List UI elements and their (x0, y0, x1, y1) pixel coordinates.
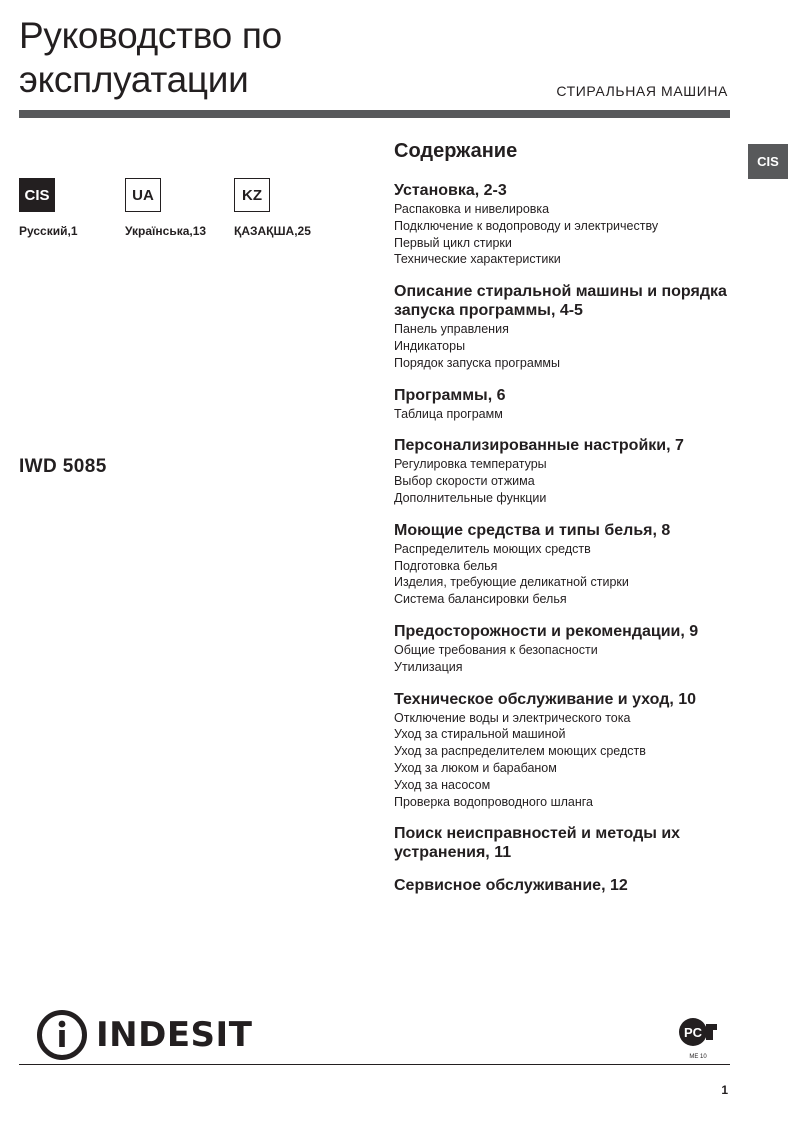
language-code-badge: CIS (19, 178, 55, 212)
toc-heading[interactable]: Сервисное обслуживание, 12 (394, 877, 628, 895)
toc-item-list (394, 710, 734, 811)
toc-item[interactable]: Уход за люком и барабаном (394, 760, 557, 775)
toc-item-list (394, 456, 734, 506)
certification-mark (676, 1016, 720, 1060)
toc-heading[interactable]: Техническое обслуживание и уход, 10 (394, 690, 697, 708)
toc-item[interactable]: Подключение к водопроводу и электричеству (394, 218, 659, 233)
toc-item-list (394, 201, 734, 268)
document-title: Руководство по эксплуатации (19, 15, 282, 100)
toc-heading[interactable]: Моющие средства и типы белья, 8 (394, 521, 671, 539)
toc-item[interactable]: Распределитель моющих средств (394, 541, 591, 556)
toc-item[interactable]: Система балансировки белья (394, 592, 567, 607)
footer-rule (19, 1064, 730, 1065)
toc-sections (394, 181, 734, 895)
toc-heading[interactable]: Установка, 2-3 (394, 182, 507, 199)
toc-item[interactable]: Индикаторы (394, 338, 466, 353)
rst-certification-icon (676, 1016, 720, 1050)
toc-item[interactable]: Дополнительные функции (394, 490, 547, 505)
toc-heading[interactable]: Предосторожности и рекомендации, 9 (394, 622, 699, 640)
toc-section (394, 386, 734, 423)
toc-section (394, 436, 734, 506)
toc-item[interactable]: Первый цикл стирки (394, 235, 512, 250)
document-subtitle: СТИРАЛЬНАЯ МАШИНА (556, 83, 728, 99)
toc-section (394, 690, 734, 811)
toc-item-list (394, 406, 734, 423)
toc-item[interactable]: Уход за распределителем моющих средств (394, 744, 646, 759)
toc-item[interactable]: Распаковка и нивелировка (394, 202, 550, 216)
language-kz[interactable] (234, 178, 311, 238)
toc-item[interactable]: Порядок запуска программы (394, 355, 560, 370)
toc-title: Содержание (394, 140, 518, 162)
model-number: IWD 5085 (19, 456, 107, 477)
toc-item[interactable]: Проверка водопроводного шланга (394, 794, 594, 809)
language-code-badge: UA (125, 178, 161, 212)
brand-logo (36, 1010, 252, 1060)
toc-item[interactable]: Отключение воды и электрического тока (394, 710, 631, 725)
language-label: Українська,13 (125, 224, 207, 238)
toc-item[interactable]: Общие требования к безопасности (394, 642, 598, 657)
toc-item[interactable]: Регулировка температуры (394, 457, 547, 472)
toc-heading[interactable]: Описание стиральной машины и порядка запуска программы, 4-5 (394, 283, 727, 320)
certification-code: ME 10 (689, 1054, 707, 1060)
table-of-contents (394, 140, 734, 909)
toc-section (394, 824, 734, 862)
toc-item[interactable]: Выбор скорости отжима (394, 474, 535, 489)
language-label: ҚАЗАҚША,25 (234, 224, 311, 238)
toc-item-list (394, 541, 734, 608)
toc-section (394, 282, 734, 371)
toc-item[interactable]: Панель управления (394, 322, 509, 337)
indesit-logo-icon (36, 1009, 88, 1061)
language-code-badge: KZ (234, 178, 270, 212)
toc-item[interactable]: Уход за стиральной машиной (394, 727, 566, 742)
toc-heading[interactable]: Поиск неисправностей и методы их устранения, 11 (394, 825, 681, 862)
toc-item[interactable]: Изделия, требующие деликатной стирки (394, 575, 629, 590)
toc-section (394, 876, 734, 895)
toc-heading[interactable]: Программы, 6 (394, 386, 506, 404)
toc-item-list (394, 321, 734, 371)
toc-section (394, 622, 734, 676)
toc-item[interactable]: Утилизация (394, 659, 463, 674)
language-cis[interactable] (19, 178, 78, 238)
header-rule (19, 110, 730, 118)
toc-item[interactable]: Уход за насосом (394, 777, 491, 792)
toc-section (394, 521, 734, 608)
toc-item[interactable]: Подготовка белья (394, 558, 498, 573)
brand-name: INDESIT (96, 1015, 253, 1055)
language-ua[interactable] (125, 178, 206, 238)
toc-heading[interactable]: Персонализированные настройки, 7 (394, 437, 684, 455)
toc-section (394, 181, 734, 268)
toc-item[interactable]: Технические характеристики (394, 252, 561, 267)
region-side-tab: CIS (748, 144, 788, 179)
svg-text:PC: PC (683, 1025, 703, 1040)
toc-item[interactable]: Таблица программ (394, 406, 503, 421)
page-number: 1 (721, 1083, 728, 1097)
toc-item-list (394, 642, 734, 676)
language-label: Русский,1 (19, 224, 78, 238)
